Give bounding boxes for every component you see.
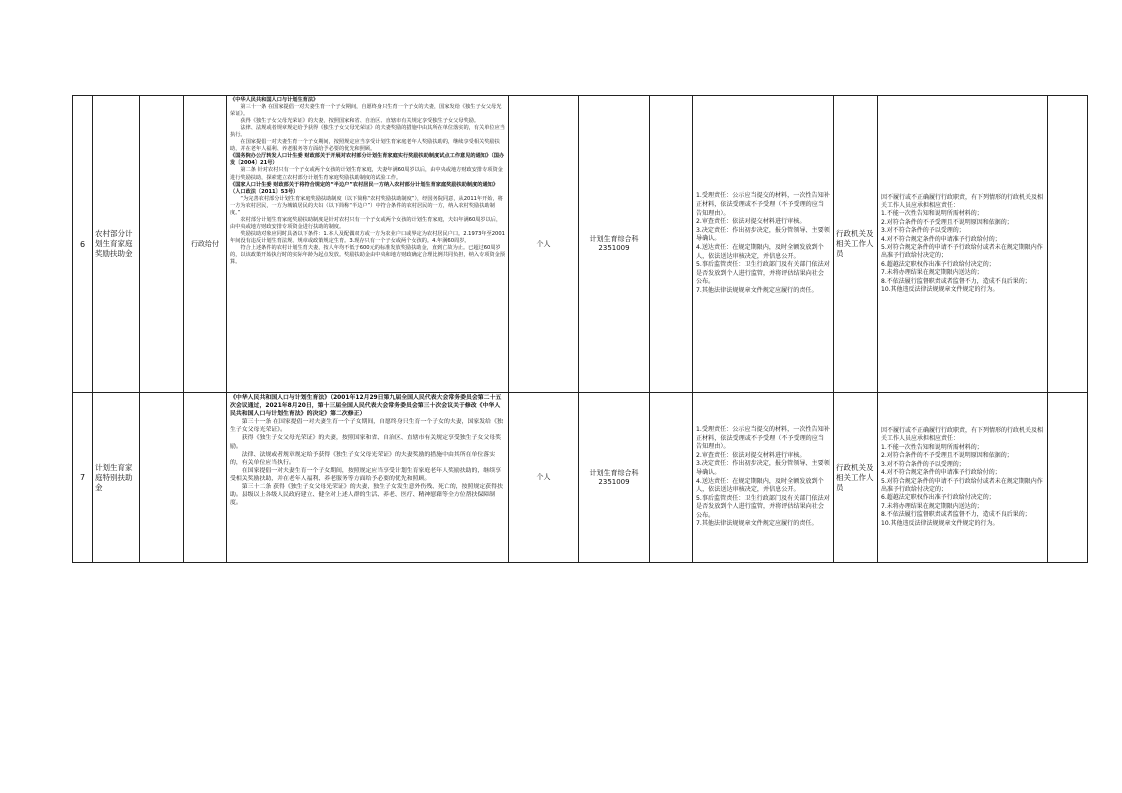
sub-item-cell	[140, 96, 184, 393]
basis-paragraph: 获得《独生子女父母光荣证》的夫妻，按照国家和省、自治区、直辖市有关规定享受独生子女父母奖励。	[230, 435, 501, 450]
basis-paragraph: 第二条 针对农村只有一个子女或两个女孩的计划生育家庭，夫妻年满60周岁以后，由中央或地方财政安排专项资金进行奖励扶助，探索建立农村部分计划生育家庭奖励扶助制度的试验工作。	[230, 167, 503, 181]
basis-paragraph: 第三十一条 在国家提倡一对夫妻生育一个子女期间，自愿终身只生育一个子女的夫妻，国家发给《独生子女父母光荣证》。	[230, 104, 502, 118]
accountability-line: 10.其他违反法律法规规章文件规定的行为。	[881, 286, 999, 294]
basis-paragraph: “为完善农村部分计划生育家庭奖励扶助制度（以下简称“农村奖励扶助制度”），经国务院同意，从2011年开始，将一方为农村居民，一方为城镇居民的夫妇（以下简称“半边户”）中符合条件的农村居民的一方，纳入农村奖励扶助制度。”	[230, 195, 503, 216]
table-row	[73, 96, 1088, 393]
row-number: 6	[73, 96, 93, 393]
accountability-line: 7.未将办理结果在规定期限内送达的；	[881, 502, 983, 510]
basis-paragraph: 在国家提倡一对夫妻生育一个子女期间，按照规定应当享受计划生育家庭老年人奖励扶助的，继续享受相关奖励扶助，并在老年人福利、养老服务等方面给予必要的优先和照顾。	[230, 139, 500, 153]
basis-paragraph: 《国家人口计生委 财政部关于将符合规定的“半边户”农村居民一方纳入农村部分计划生育家庭奖励扶助制度的通知》（人口政法〔2011〕53号）	[230, 181, 499, 195]
department-cell: 计划生育综合科2351009	[579, 96, 650, 393]
responsibility-line: 7.其他法律法规规章文件规定应履行的责任。	[696, 520, 818, 528]
responsibility-line: 7.其他法律法规规章文件规定应履行的责任。	[696, 286, 818, 294]
basis-paragraph: 获得《独生子女父母光荣证》的夫妻，按照国家和省、自治区、直辖市有关规定享受独生子女父母奖励。	[240, 118, 480, 125]
basis-paragraph: 在国家提倡一对夫妻生育一个子女期间，按照规定应当享受计划生育家庭老年人奖励扶助的，继续享受相关奖励扶助，并在老年人福利、养老服务等方面给予必要的优先和照顾。	[230, 467, 501, 482]
item-name: 农村部分计划生育家庭奖励扶助金	[93, 96, 140, 393]
accountability-line: 7.未将办理结果在规定期限内送达的；	[881, 269, 983, 277]
item-name: 计划生育家庭特别扶助金	[93, 393, 140, 563]
basis-paragraph: 《中华人民共和国人口与计划生育法》	[230, 97, 319, 103]
responsibility-line: 4.送达责任：在规定期限内，及时全额发放到个人，依法送达审核决定，并信息公开。	[696, 477, 824, 494]
sub-item-cell	[140, 393, 184, 563]
table-row	[73, 393, 1088, 563]
basis-paragraph: 农村部分计划生育家庭奖励扶助制度是针对农村只有一个子女或两个女孩的计划生育家庭，夫妇年满60周岁以后，由中央或地方财政安排专项资金进行扶助的制度。	[230, 216, 502, 230]
legal-basis-cell	[227, 393, 509, 563]
category-cell: 行政给付	[184, 96, 227, 393]
basis-paragraph: 符合上述条件的农村计划生育夫妻，按人年均不低于600元的标准发放奖励扶助金，直到亡故为止。已超过60周岁的，以该政策开始执行时的实际年龄为起点发放。奖励扶助金由中央和地方财政确定合理比例共同负担，纳入专项资金预算。	[230, 244, 505, 266]
accountability-line: 3.对不符合条件的予以受理的；	[881, 227, 965, 235]
responsibility-line: 4.送达责任：在规定期限内，及时全额发放到个人，依法送达审核决定，并信息公开。	[696, 244, 824, 260]
extra-cell	[650, 393, 693, 563]
accountability-line: 2.对符合条件的不予受理且不说明原因和依据的；	[881, 218, 1013, 226]
department-cell: 计划生育综合科2351009	[579, 393, 650, 563]
responsibility-line: 5.事后监管责任：卫生行政部门及有关部门依法对是否发放到个人进行监管，并将评估结果向社会公布。	[696, 494, 830, 519]
accountability-line: 8.不依法履行监督职责或者监督不力，造成不良后果的；	[881, 277, 1031, 285]
category-cell	[184, 393, 227, 563]
responsibility-line: 1.受理责任：公示应当提交的材料，一次性告知补正材料，依法受理或不予受理（不予受理的应当告知理由）。	[696, 192, 830, 217]
basis-paragraph: 第三十二条 获得《独生子女父母光荣证》的夫妻，独生子女发生意外伤残、死亡的，按照规定获得扶助。县级以上各级人民政府建立、健全对上述人群的生活、养老、医疗、精神慰藉等全方位帮扶保障制度。	[230, 484, 503, 507]
responsibility-line: 2.审查责任：依法对提交材料进行审核。	[696, 218, 806, 226]
accountability-line: 1.不能一次性告知和说明所需材料的；	[881, 443, 983, 451]
row-number: 7	[73, 393, 93, 563]
responsibility-cell	[693, 96, 834, 393]
legal-basis-cell	[227, 96, 509, 393]
accountability-line: 4.对不符合规定条件的申请准予行政给付的；	[881, 235, 1001, 243]
accountability-line: 1.不能一次性告知和说明所需材料的；	[881, 210, 983, 218]
accountability-cell	[878, 393, 1048, 563]
accountability-line: 5.对符合规定条件的申请不予行政给付或者未在规定期限内作出准予行政给付决定的；	[881, 477, 1043, 493]
responsibility-cell	[693, 393, 834, 563]
remarks-cell	[1048, 96, 1088, 393]
accountability-cell	[878, 96, 1048, 393]
accountability-line: 因不履行或不正确履行行政职责，有下列情形的行政机关及相关工作人员应承担相应责任：	[881, 427, 1044, 443]
basis-paragraph: 法律、法规或者规章规定给予获得《独生子女父母光荣证》的夫妻奖励的措施中由其所在单位落实的，有关单位应当执行。	[230, 451, 496, 466]
accountability-line: 6.超越法定职权作出准予行政给付决定的；	[881, 260, 995, 268]
accountability-line: 10.其他违反法律法规规章文件规定的行为。	[881, 519, 999, 527]
responsibility-line: 3.决定责任：作出初步决定，报分管领导、主要领导确认。	[696, 460, 830, 476]
power-list-table	[72, 95, 1088, 563]
responsibility-line: 5.事后监管责任：卫生行政部门及有关部门依法对是否发放到个人进行监管，并将评估结果向社会公布。	[696, 261, 830, 286]
responsibility-line: 1.受理责任：公示应当提交的材料，一次性告知补正材料，依法受理或不予受理（不予受理的应当告知理由）。	[696, 425, 830, 451]
extra-cell	[650, 96, 693, 393]
basis-paragraph: 第三十一条 在国家提倡一对夫妻生育一个子女期间，自愿终身只生育一个子女的夫妻，国家发给《独生子女父母光荣证》。	[230, 419, 503, 434]
basis-paragraph: 法律、法规或者规章规定给予获得《独生子女父母光荣证》的夫妻奖励的措施中由其所在单位落实的，有关单位应当执行。	[230, 125, 505, 139]
responsible-subject-cell: 行政机关及相关工作人员	[834, 393, 878, 563]
responsible-subject-cell: 行政机关及相关工作人员	[834, 96, 878, 393]
accountability-line: 6.超越法定职权作出准予行政给付决定的；	[881, 494, 995, 502]
basis-paragraph: 《中华人民共和国人口与计划生育法》（2001年12月29日第九届全国人民代表大会常务委员会第二十五次会议通过，2021年8月20日，第十三届全国人民代表大会常务委员会第三十次会议关于修改《中华人民共和国人口与计划生育法》的决定》第二次修正）	[230, 395, 502, 418]
target-cell: 个人	[509, 96, 579, 393]
basis-paragraph: 《国务院办公厅转发人口计生委 财政部关于开展对农村部分计划生育家庭实行奖励扶助制度试点工作意见的通知》（国办发〔2004〕21号）	[230, 153, 505, 167]
accountability-line: 8.不依法履行监督职责或者监督不力，造成不良后果的；	[881, 511, 1031, 519]
responsibility-line: 2.审查责任：依法对提交材料进行审核。	[696, 451, 806, 459]
target-cell: 个人	[509, 393, 579, 563]
accountability-line: 5.对符合规定条件的申请不予行政给付或者未在规定期限内作出准予行政给付决定的；	[881, 244, 1043, 260]
basis-paragraph: 奖励扶助对象应同时具备以下条件：1.本人及配偶双方或一方为农业户口或界定为农村居民户口。2.1973年至2001年间没有违反计划生育法规、规章或政策规定生育。3.现存只有一个子女或两个女孩的。4.年满60周岁。	[230, 230, 505, 244]
remarks-cell	[1048, 393, 1088, 563]
accountability-line: 因不履行或不正确履行行政职责，有下列情形的行政机关及相关工作人员应承担相应责任：	[881, 193, 1044, 209]
accountability-line: 4.对不符合规定条件的申请准予行政给付的；	[881, 469, 1001, 477]
accountability-line: 3.对不符合条件的予以受理的；	[881, 460, 965, 468]
accountability-line: 2.对符合条件的不予受理且不说明原因和依据的；	[881, 452, 1013, 460]
responsibility-line: 3.决定责任：作出初步决定，报分管领导、主要领导确认。	[696, 226, 830, 243]
